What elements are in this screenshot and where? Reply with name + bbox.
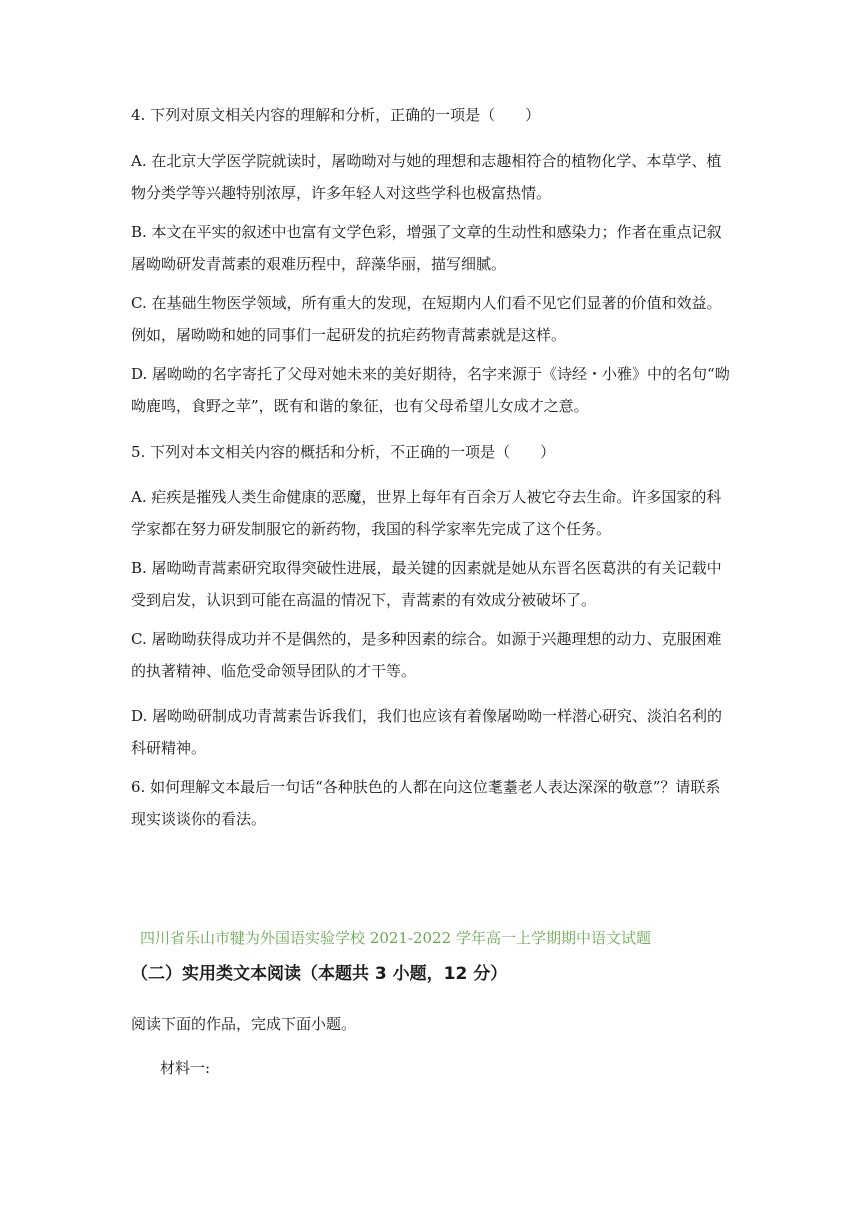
- question-4-option-c: C. 在基础生物医学领域，所有重大的发现，在短期内人们看不见它们显著的价值和效益。例如，屠呦呦和她的同事们一起研发的抗疟药物青蒿素就是这样。: [131, 294, 722, 344]
- question-4-option-a: A. 在北京大学医学院就读时，屠呦呦对与她的理想和志趣相符合的植物化学、本草学、植物分类学等兴趣特别浓厚，许多年轻人对这些学科也极富热情。: [131, 152, 722, 202]
- question-4-option-d: D. 屠呦呦的名字寄托了父母对她未来的美好期待，名字来源于《诗经・小雅》中的名句“呦呦鹿鸣，食野之苹”，既有和谐的象征，也有父母希望儿女成才之意。: [131, 365, 730, 415]
- question-6-stem: 6. 如何理解文本最后一句话“各种肤色的人都在向这位耄耋老人表达深深的敬意”？请联系现实谈谈你的看法。: [131, 778, 721, 828]
- question-5-option-c: C. 屠呦呦获得成功并不是偶然的，是多种因素的综合。如源于兴趣理想的动力、克服困难的执著精神、临危受命领导团队的才干等。: [131, 630, 722, 680]
- question-5-option-b: B. 屠呦呦青蒿素研究取得突破性进展，最关键的因素就是她从东晋名医葛洪的有关记载中受到启发，认识到可能在高温的情况下，青蒿素的有效成分被破坏了。: [131, 559, 722, 609]
- section-heading: （二）实用类文本阅读（本题共 3 小题，12 分）: [131, 964, 508, 984]
- source-title: 四川省乐山市犍为外国语实验学校 2021-2022 学年高一上学期期中语文试题: [140, 929, 651, 947]
- material-label: 材料一:: [160, 1059, 211, 1077]
- reading-instruction: 阅读下面的作品，完成下面小题。: [131, 1015, 357, 1033]
- question-4-option-b: B. 本文在平实的叙述中也富有文学色彩，增强了文章的生动性和感染力；作者在重点记叙屠呦呦研发青蒿素的艰难历程中，辞藻华丽，描写细腻。: [131, 223, 722, 273]
- question-5-stem: 5. 下列对本文相关内容的概括和分析，不正确的一项是（ ）: [131, 443, 556, 461]
- question-4-stem: 4. 下列对原文相关内容的理解和分析，正确的一项是（ ）: [131, 106, 541, 124]
- question-5-option-a: A. 疟疾是摧残人类生命健康的恶魔，世界上每年有百余万人被它夺去生命。许多国家的科学家都在努力研发制服它的新药物，我国的科学家率先完成了这个任务。: [131, 488, 722, 538]
- question-5-option-d: D. 屠呦呦研制成功青蒿素告诉我们，我们也应该有着像屠呦呦一样潜心研究、淡泊名利的科研精神。: [131, 707, 723, 757]
